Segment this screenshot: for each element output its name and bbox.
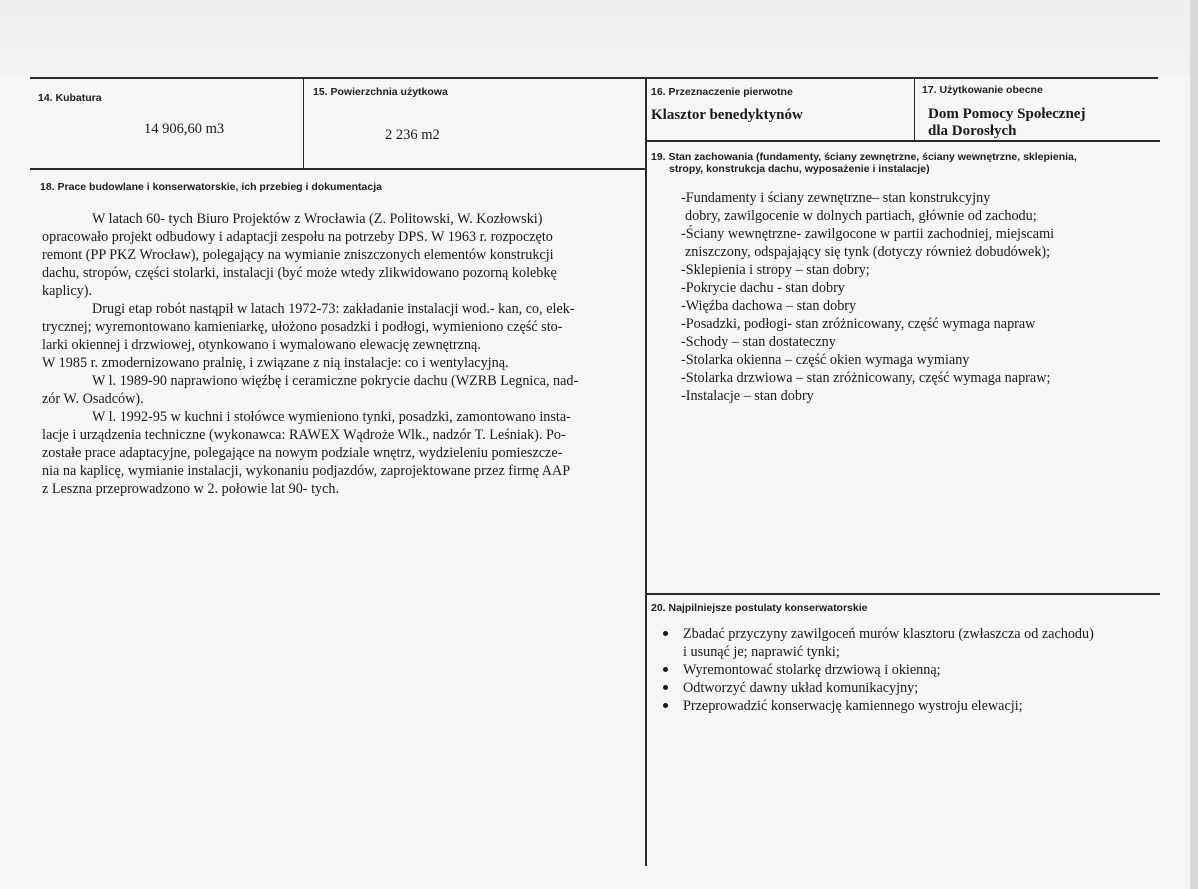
text-line: i usunąć je; naprawić tynki; xyxy=(683,644,840,660)
bullet-icon xyxy=(663,685,668,690)
bullet-icon xyxy=(663,631,668,636)
field-18-paragraph xyxy=(42,210,636,300)
text-line: kaplicy). xyxy=(42,283,93,299)
top-border-line xyxy=(30,77,1158,79)
text-line: larki okiennej i drzwiowej, otynkowano i wymalowano elewację zewnętrzną. xyxy=(42,337,481,353)
field-15-value: 2 236 m2 xyxy=(385,127,440,143)
card-top-strip xyxy=(0,0,1196,76)
condition-line: -Więźba dachowa – stan dobry xyxy=(681,298,857,314)
bullet-icon xyxy=(663,667,668,672)
card-right-edge xyxy=(1190,0,1198,889)
text-line: zór W. Osadców). xyxy=(42,391,144,407)
field-19-label-line-2: stropy, konstrukcja dachu, wyposażenie i instalacje) xyxy=(669,163,930,175)
field-16-value: Klasztor benedyktynów xyxy=(651,107,803,123)
field-19-label-line-1: 19. Stan zachowania (fundamenty, ściany zewnętrzne, ściany wewnętrzne, sklepienia, xyxy=(651,151,1077,163)
line-under-16-17 xyxy=(646,140,1160,142)
field-18-paragraph xyxy=(42,372,636,408)
condition-line: -Ściany wewnętrzne- zawilgocone w partii zachodniej, miejscami xyxy=(681,226,1055,242)
text-line: dachu, stropów, części stolarki, instalacji (być może wtedy zlikwidowano pozorną kolebkę xyxy=(42,265,557,281)
postulate-item xyxy=(657,625,1157,661)
text-line: Wyremontować stolarkę drzwiową i okienną; xyxy=(683,662,941,678)
field-19-text xyxy=(681,189,1151,405)
field-15-label: 15. Powierzchnia użytkowa xyxy=(313,86,448,98)
field-17-value-line-1: Dom Pomocy Społecznej xyxy=(928,106,1086,122)
text-line: Przeprowadzić konserwację kamiennego wystroju elewacji; xyxy=(683,698,1023,714)
bullet-icon xyxy=(663,703,668,708)
field-16-label: 16. Przeznaczenie pierwotne xyxy=(651,86,793,98)
field-20-label: 20. Najpilniejsze postulaty konserwatorskie xyxy=(651,602,868,614)
text-line: Odtworzyć dawny układ komunikacyjny; xyxy=(683,680,919,696)
text-line: Zbadać przyczyny zawilgoceń murów klasztoru (zwłaszcza od zachodu) xyxy=(683,626,1094,642)
condition-line: -Stolarka drzwiowa – stan zróżnicowany, część wymaga napraw; xyxy=(681,370,1051,386)
postulate-item xyxy=(657,697,1157,715)
field-14-label: 14. Kubatura xyxy=(38,92,102,104)
field-20-list xyxy=(657,625,1157,715)
condition-line: -Pokrycie dachu - stan dobry xyxy=(681,280,845,296)
condition-line: dobry, zawilgocenie w dolnych partiach, głównie od zachodu; xyxy=(685,208,1037,224)
condition-line: -Stolarka okienna – część okien wymaga wymiany xyxy=(681,352,970,368)
condition-line: -Sklepienia i stropy – stan dobry; xyxy=(681,262,870,278)
text-line: lacje i urządzenia techniczne (wykonawca: RAWEX Wądroże Wlk., nadzór T. Leśniak). Po- xyxy=(42,427,566,443)
text-line: remont (PP PKZ Wrocław), polegający na wymianie zniszczonych elementów konstrukcji xyxy=(42,247,554,263)
line-above-20 xyxy=(646,593,1160,595)
text-line: W 1985 r. zmodernizowano pralnię, i związane z nią instalacje: co i wentylacyjną. xyxy=(42,355,509,371)
postulate-item xyxy=(657,661,1157,679)
text-line: opracowało projekt odbudowy i adaptacji zespołu na potrzeby DPS. W 1963 r. rozpoczęto xyxy=(42,229,553,245)
condition-line: -Posadzki, podłogi- stan zróżnicowany, część wymaga napraw xyxy=(681,316,1036,332)
text-line: trycznej; wyremontowano kamieniarkę, ułożono posadzki i podłogi, wymieniono część sto- xyxy=(42,319,563,335)
field-17-value-line-2: dla Dorosłych xyxy=(928,123,1017,139)
condition-line: -Instalacje – stan dobry xyxy=(681,388,814,404)
text-line: W latach 60- tych Biuro Projektów z Wrocławia (Z. Politowski, W. Kozłowski) xyxy=(92,211,543,227)
line-under-14-15 xyxy=(30,168,646,170)
field-18-paragraph xyxy=(42,408,636,498)
condition-line: -Fundamenty i ściany zewnętrzne– stan konstrukcyjny xyxy=(681,190,991,206)
divider-16-17 xyxy=(914,78,915,141)
postulate-item xyxy=(657,679,1157,697)
field-18-text xyxy=(42,210,636,498)
text-line: Drugi etap robót nastąpił w latach 1972-73: zakładanie instalacji wod.- kan, co, elek- xyxy=(92,301,575,317)
text-line: nia na kaplicę, wymianie instalacji, wykonaniu podjazdów, zaprojektowane przez firmę AAP xyxy=(42,463,571,479)
field-18-label: 18. Prace budowlane i konserwatorskie, ich przebieg i dokumentacja xyxy=(40,181,382,193)
divider-14-15 xyxy=(303,78,304,169)
text-line: W l. 1992-95 w kuchni i stołówce wymieniono tynki, posadzki, zamontowano insta- xyxy=(92,409,571,425)
field-18-paragraph xyxy=(42,354,636,372)
main-column-divider xyxy=(645,78,647,866)
text-line: zostałe prace adaptacyjne, polegające na nowym podziale wnętrz, wydzieleniu pomieszcze- xyxy=(42,445,563,461)
condition-line: zniszczony, odspajający się tynk (dotyczy również dobudówek); xyxy=(685,244,1051,260)
field-18-paragraph xyxy=(42,300,636,354)
field-14-value: 14 906,60 m3 xyxy=(144,121,225,137)
condition-line: -Schody – stan dostateczny xyxy=(681,334,836,350)
text-line: W l. 1989-90 naprawiono więźbę i ceramiczne pokrycie dachu (WZRB Legnica, nad- xyxy=(92,373,579,389)
text-line: z Leszna przeprowadzono w 2. połowie lat 90- tych. xyxy=(42,481,340,497)
field-17-label: 17. Użytkowanie obecne xyxy=(922,84,1043,96)
